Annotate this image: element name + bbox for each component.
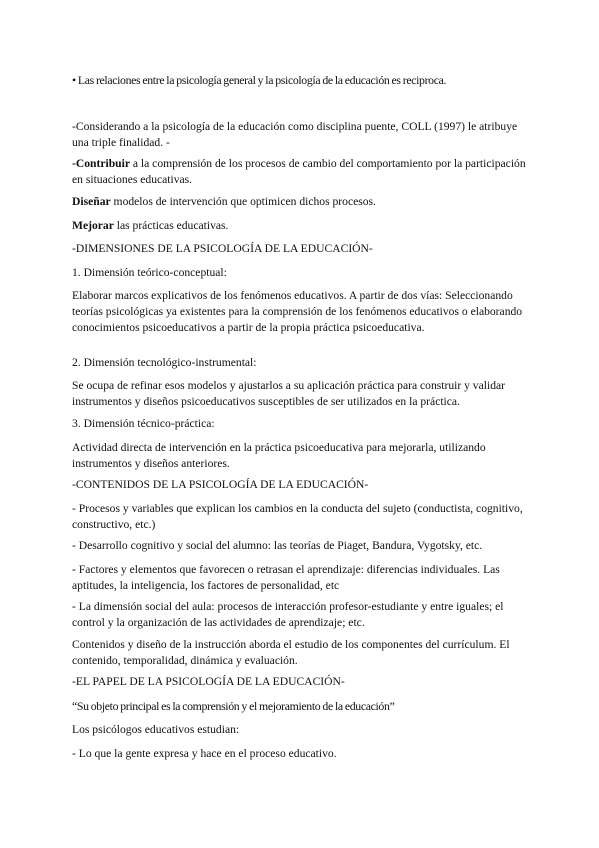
contribuir-text: a la comprensión de los procesos de cambio del comportamiento por la participación en situaciones educativas. [72,157,526,186]
disenar-paragraph [72,194,534,210]
disenar-lead: Diseñar [72,195,111,208]
dim2-text: Se ocupa de refinar esos modelos y ajustarlos a su aplicación práctica para construir y validar instrumentos y diseños psicoeducativos susceptibles de ser utilizados en la práctica. [72,379,505,408]
contenidos-diseno-paragraph: Contenidos y diseño de la instrucción aborda el estudio de los componentes del currículum. El contenido, temporalidad, dinámica y evaluación. [72,638,510,667]
contribuir-paragraph [72,156,534,188]
heading-dimensiones: -DIMENSIONES DE LA PSICOLOGÍA DE LA EDUCACIÓN- [72,242,373,255]
dim1-text: Elaborar marcos explicativos de los fenómenos educativos. A partir de dos vías: Seleccionando teorías psicológicas ya existentes para la comprensión de los fenómenos educativos o elaborando conocimientos psicoeducativos a partir de la propia práctica psicoeducativa. [72,289,523,334]
heading-contenidos: -CONTENIDOS DE LA PSICOLOGÍA DE LA EDUCACIÓN- [72,478,369,491]
psicologos-paragraph: Los psicólogos educativos estudian: [72,723,240,736]
contenido-item-4: - La dimensión social del aula: procesos de interacción profesor-estudiante y entre iguales; el control y la organización de las actividades de aprendizaje; etc. [72,600,504,629]
dim1-title: 1. Dimensión teórico-conceptual: [72,266,227,279]
coll-paragraph: -Considerando a la psicología de la educación como disciplina puente, COLL (1997) le atribuye una triple finalidad. - [72,120,518,149]
quote-paragraph: “Su objeto principal es la comprensión y el mejoramiento de la educación” [72,699,395,713]
contenido-item-1: - Procesos y variables que explican los cambios en la conducta del sujeto (conductista, cognitivo, constructivo, etc.) [72,502,523,531]
dim2-title: 2. Dimensión tecnológico-instrumental: [72,356,257,369]
estudian-item-1: - Lo que la gente expresa y hace en el proceso educativo. [72,747,337,760]
mejorar-lead: Mejorar [72,219,114,232]
contenido-item-2: - Desarrollo cognitivo y social del alumno: las teorías de Piaget, Bandura, Vygotsky, etc. [72,539,483,552]
mejorar-paragraph [72,218,534,234]
mejorar-text: las prácticas educativas. [113,219,229,232]
dim3-title: 3. Dimensión técnico-práctica: [72,417,215,430]
intro-bullet: • Las relaciones entre la psicología general y la psicología de la educación es reciproca. [72,73,447,87]
heading-papel: -EL PAPEL DE LA PSICOLOGÍA DE LA EDUCACIÓN- [72,675,345,688]
disenar-text: modelos de intervención que optimicen dichos procesos. [110,195,376,208]
contenido-item-3: - Factores y elementos que favorecen o retrasan el aprendizaje: diferencias individuales. Las aptitudes, la inteligencia, los factores de personalidad, etc [72,563,500,592]
dim3-text: Actividad directa de intervención en la práctica psicoeducativa para mejorarla, utilizando instrumentos y diseños anteriores. [72,441,486,470]
contribuir-lead: -Contribuir [72,157,130,170]
